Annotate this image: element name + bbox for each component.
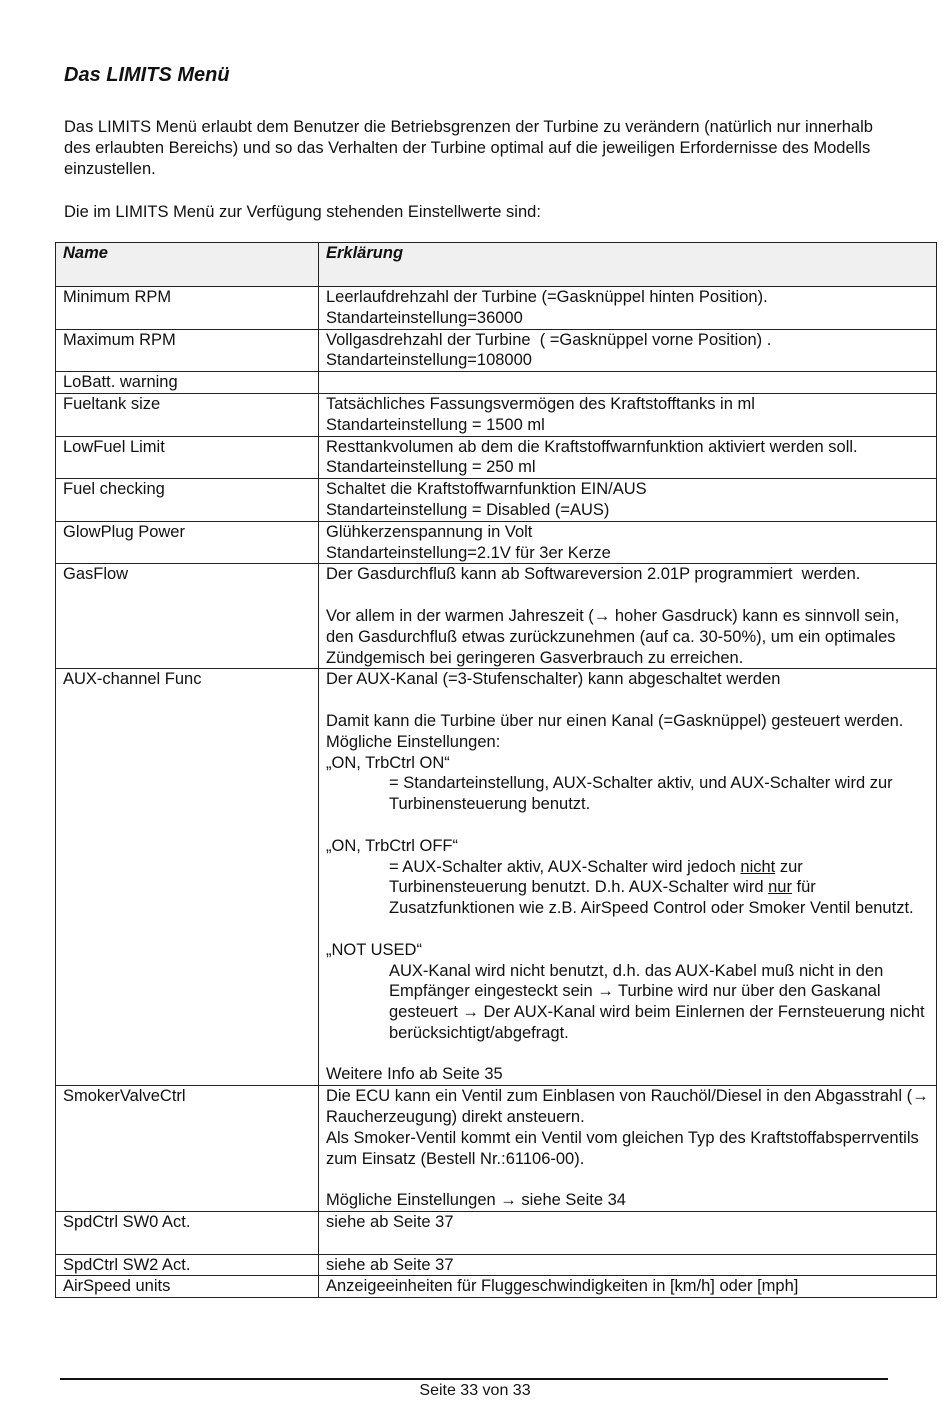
row-name-cell: LowFuel Limit — [56, 436, 319, 479]
blank-line — [326, 585, 930, 606]
row-name-cell: Fueltank size — [56, 393, 319, 436]
row-name-cell: SpdCtrl SW0 Act. — [56, 1212, 319, 1255]
row-explanation-cell — [319, 1276, 937, 1298]
table-row — [56, 521, 937, 564]
row-explanation-cell — [319, 479, 937, 522]
header-name: Name — [56, 243, 319, 287]
explanation-line: Resttankvolumen ab dem die Kraftstoffwarnfunktion aktiviert werden soll. — [326, 437, 858, 456]
explanation-line: Die ECU kann ein Ventil zum Einblasen von Rauchöl/Diesel in den Abgasstrahl (→ Raucherzeugung) direkt ansteuern. — [326, 1087, 934, 1127]
option-description — [326, 857, 930, 919]
table-row — [56, 1276, 937, 1298]
table-row — [56, 1086, 937, 1212]
explanation-line: Mögliche Einstellungen → siehe Seite 34 — [326, 1191, 626, 1210]
table-row — [56, 479, 937, 522]
option-description: = Standarteinstellung, AUX-Schalter aktiv, und AUX-Schalter wird zur Turbinensteuerung benutzt. — [389, 774, 893, 814]
row-name-cell: GasFlow — [56, 564, 319, 669]
option-label: „ON, TrbCtrl ON“ — [326, 753, 450, 772]
explanation-line: Standarteinstellung = Disabled (=AUS) — [326, 500, 610, 519]
row-explanation-cell — [319, 436, 937, 479]
row-explanation-cell — [319, 521, 937, 564]
explanation-line: siehe ab Seite 37 — [326, 1255, 454, 1274]
limits-table — [55, 242, 937, 1298]
row-name-cell: LoBatt. warning — [56, 372, 319, 394]
explanation-line: Der Gasdurchfluß kann ab Softwareversion 2.01P programmiert werden. — [326, 565, 861, 584]
row-name-cell: AirSpeed units — [56, 1276, 319, 1298]
explanation-line: Schaltet die Kraftstoffwarnfunktion EIN/AUS — [326, 480, 647, 499]
option-label: „NOT USED“ — [326, 940, 422, 959]
intro-paragraph: Das LIMITS Menü erlaubt dem Benutzer die Betriebsgrenzen der Turbine zu verändern (natürlich nur innerhalb des erlaubten Bereichs) und so das Verhalten der Turbine optimal auf die jeweiligen Erfordernisse des Modells einzustellen. — [64, 118, 873, 178]
blank-line — [326, 1169, 930, 1190]
explanation-line: Mögliche Einstellungen: — [326, 732, 501, 751]
row-name-cell: AUX-channel Func — [56, 669, 319, 1086]
text-run: zur Turbinensteuerung benutzt. D.h. AUX-Schalter wird — [389, 857, 803, 897]
blank-line — [326, 1233, 930, 1254]
table-row — [56, 1212, 937, 1255]
option-label: „ON, TrbCtrl OFF“ — [326, 836, 458, 855]
explanation-line: Vollgasdrehzahl der Turbine ( =Gasknüppel vorne Position) . — [326, 330, 772, 349]
text-run: für Zusatzfunktionen wie z.B. AirSpeed Control oder Smoker Ventil benutzt. — [389, 878, 914, 918]
blank-line — [326, 815, 930, 836]
page-title: Das LIMITS Menü — [64, 64, 230, 86]
row-explanation-cell — [319, 393, 937, 436]
explanation-line: Standarteinstellung = 1500 ml — [326, 415, 545, 434]
row-explanation-cell — [319, 287, 937, 330]
explanation-line: Vor allem in der warmen Jahreszeit (→ hoher Gasdruck) kann es sinnvoll sein, den Gasdurchfluß etwas zurückzunehmen (auf ca. 30-50%), um ein optimales Zündgemisch bei geringeren Gasverbrauch zu erreichen. — [326, 606, 904, 667]
row-name-cell: Maximum RPM — [56, 329, 319, 372]
explanation-line: Standarteinstellung=108000 — [326, 351, 532, 370]
explanation-line: Leerlaufdrehzahl der Turbine (=Gasknüppel hinten Position). — [326, 288, 768, 306]
explanation-line: Glühkerzenspannung in Volt — [326, 522, 533, 541]
row-explanation-cell — [319, 372, 937, 394]
row-name-cell: SmokerValveCtrl — [56, 1086, 319, 1212]
explanation-line: siehe ab Seite 37 — [326, 1213, 454, 1232]
table-header-row — [56, 243, 937, 287]
explanation-line: Anzeigeeinheiten für Fluggeschwindigkeiten in [km/h] oder [mph] — [326, 1277, 799, 1296]
explanation-line: Der AUX-Kanal (=3-Stufenschalter) kann abgeschaltet werden — [326, 670, 781, 689]
blank-line — [326, 372, 930, 393]
table-row — [56, 372, 937, 394]
blank-line — [326, 919, 930, 940]
header-explanation: Erklärung — [319, 243, 937, 287]
page-footer: Seite 33 von 33 — [419, 1382, 531, 1399]
row-explanation-cell — [319, 329, 937, 372]
table-body — [56, 287, 937, 1298]
table-row — [56, 329, 937, 372]
table-row — [56, 287, 937, 330]
explanation-line: Weitere Info ab Seite 35 — [326, 1065, 503, 1084]
table-row — [56, 669, 937, 1086]
option-description: AUX-Kanal wird nicht benutzt, d.h. das AUX-Kabel muß nicht in den Empfänger eingesteckt sein → Turbine wird nur über den Gaskanal gesteuert → Der AUX-Kanal wird beim Einlernen der Fernsteuerung nicht berücksichtigt/abgefragt. — [389, 961, 925, 1042]
underlined-word: nur — [768, 878, 792, 897]
row-explanation-cell — [319, 1086, 937, 1212]
row-explanation-cell — [319, 1254, 937, 1276]
explanation-line: Tatsächliches Fassungsvermögen des Kraftstofftanks in ml — [326, 394, 755, 413]
blank-line — [326, 690, 930, 711]
blank-line — [326, 1044, 930, 1065]
explanation-line: Als Smoker-Ventil kommt ein Ventil vom gleichen Typ des Kraftstoffabsperrventils zum Einsatz (Bestell Nr.:61106-00). — [326, 1128, 924, 1168]
row-explanation-cell — [319, 564, 937, 669]
table-row — [56, 564, 937, 669]
table-row — [56, 1254, 937, 1276]
row-name-cell: GlowPlug Power — [56, 521, 319, 564]
table-row — [56, 436, 937, 479]
explanation-line: Damit kann die Turbine über nur einen Kanal (=Gasknüppel) gesteuert werden. — [326, 711, 904, 730]
text-run: = AUX-Schalter aktiv, AUX-Schalter wird jedoch — [389, 857, 741, 876]
explanation-line: Standarteinstellung=36000 — [326, 308, 523, 327]
row-name-cell: Fuel checking — [56, 479, 319, 522]
intro-lead-in: Die im LIMITS Menü zur Verfügung stehenden Einstellwerte sind: — [64, 203, 541, 221]
row-name-cell: Minimum RPM — [56, 287, 319, 330]
row-name-cell: SpdCtrl SW2 Act. — [56, 1254, 319, 1276]
explanation-line: Standarteinstellung=2.1V für 3er Kerze — [326, 543, 611, 562]
table-row — [56, 393, 937, 436]
row-explanation-cell — [319, 1212, 937, 1255]
row-explanation-cell — [319, 669, 937, 1086]
footer-divider — [60, 1378, 888, 1380]
explanation-line: Standarteinstellung = 250 ml — [326, 458, 536, 477]
underlined-word: nicht — [740, 857, 776, 876]
